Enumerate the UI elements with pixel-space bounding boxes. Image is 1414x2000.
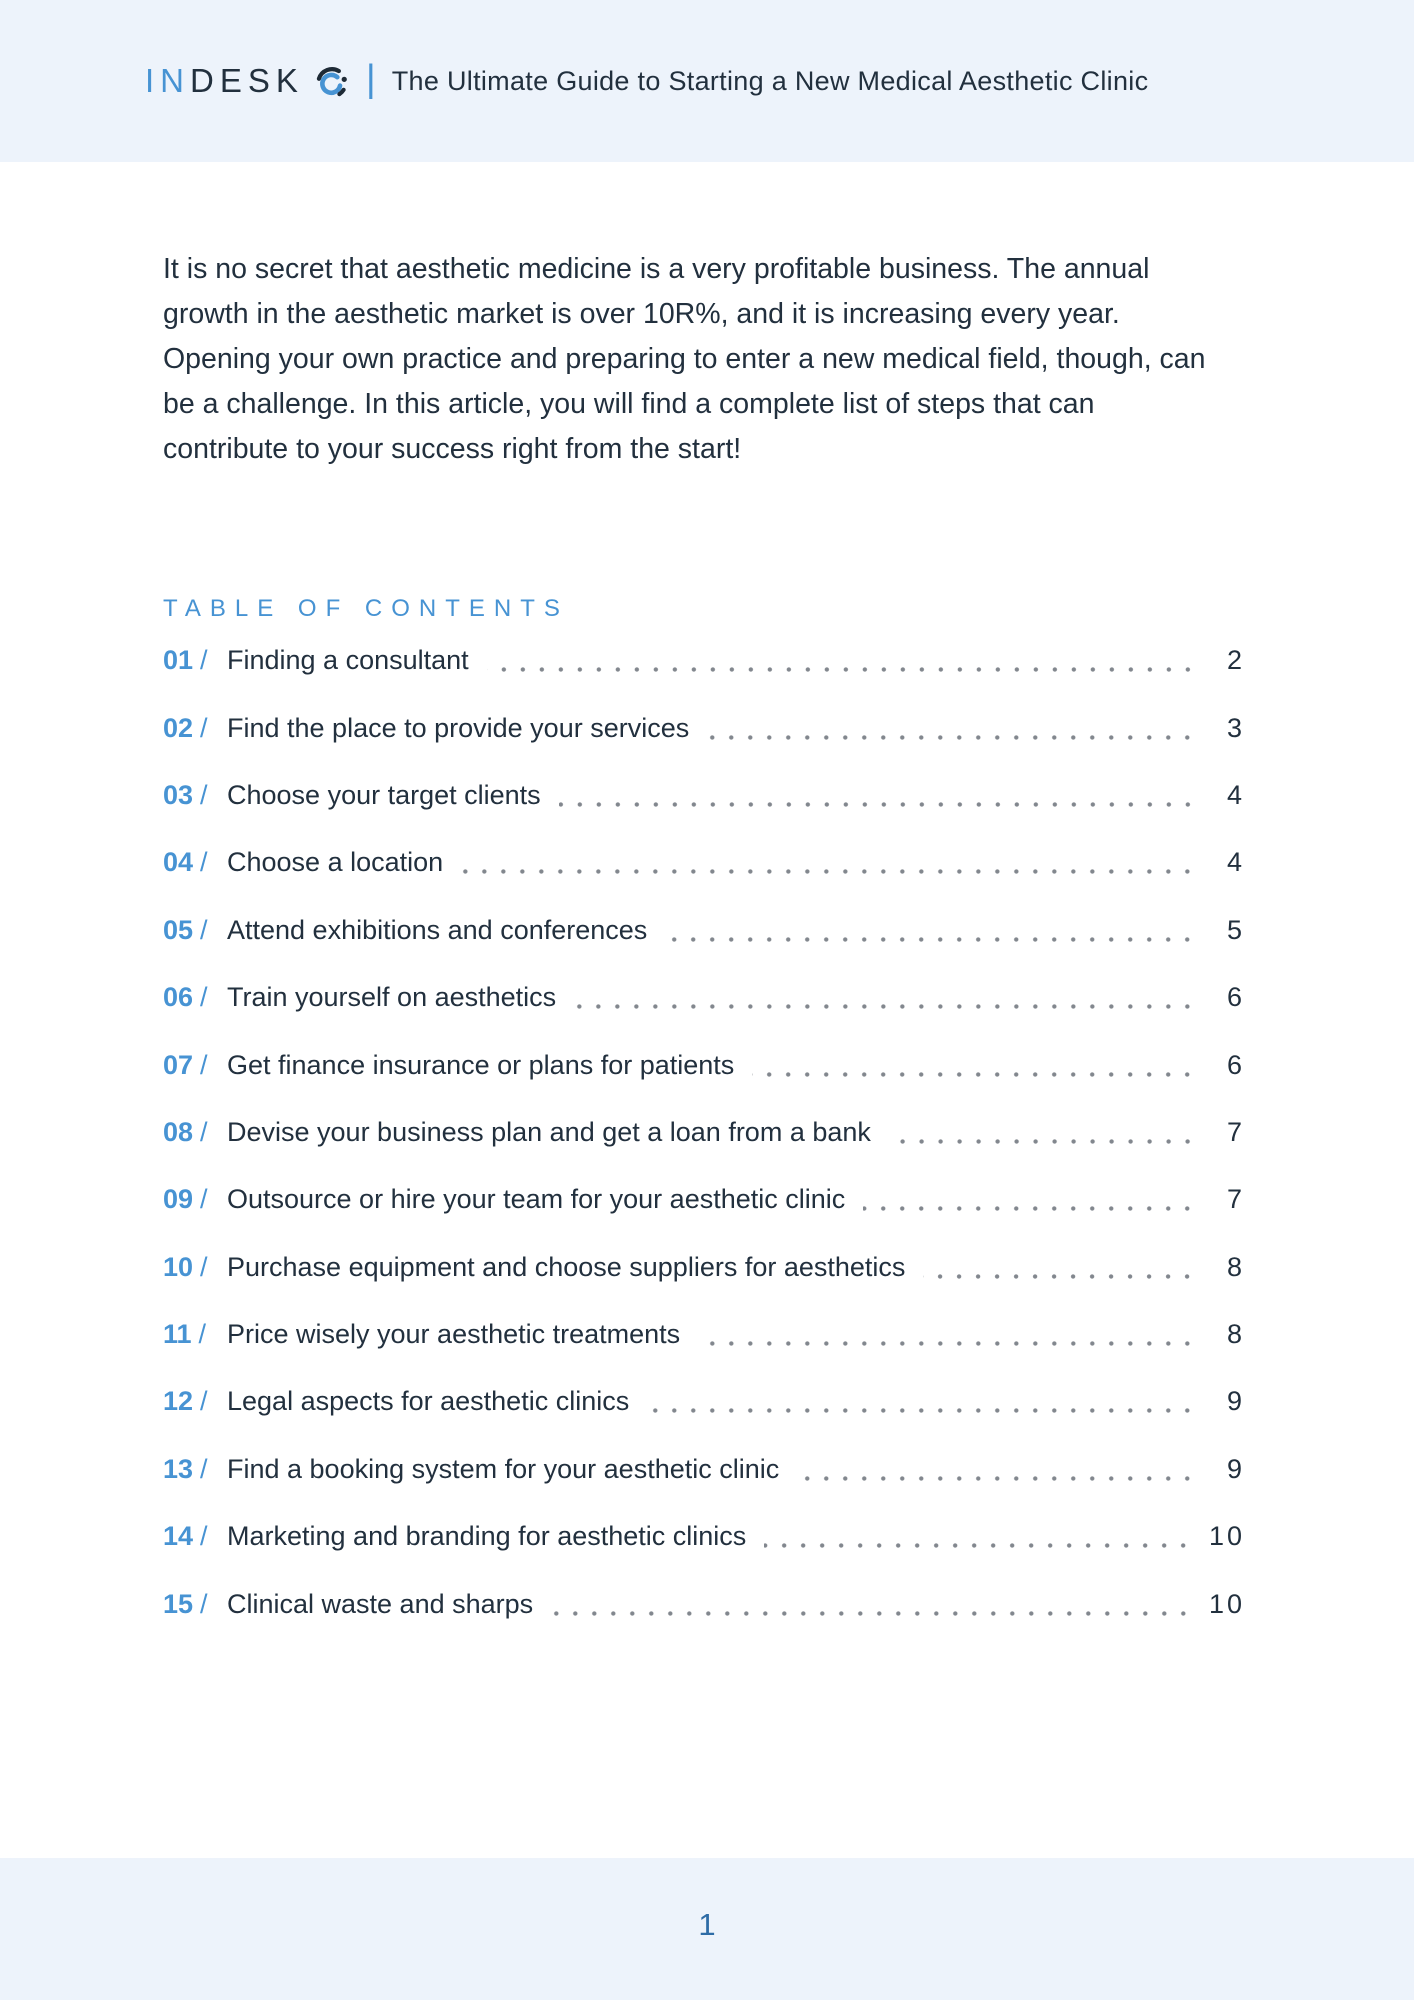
toc-item-label: Purchase equipment and choose suppliers for aesthetics [227,1251,906,1282]
header-divider-bar: | [365,57,376,100]
toc-item-number: 11 / [163,1319,207,1350]
indesk-circle-icon [310,62,352,104]
toc-item-label: Finding a consultant [227,645,469,676]
toc-separator: / [198,1319,207,1350]
toc-item-page: 2 [1226,645,1245,676]
toc-separator: / [200,1588,208,1619]
toc-item-page: 9 [1226,1386,1245,1417]
toc-item-label: Find a booking system for your aesthetic clinic [227,1453,780,1484]
toc-item-03[interactable] [163,762,1245,829]
toc-item-11[interactable] [163,1301,1245,1368]
toc-separator: / [200,847,208,878]
dot-leader [797,1476,1197,1481]
dot-leader [863,1206,1197,1211]
toc-item-page: 7 [1226,1116,1245,1147]
dot-leader [752,1072,1197,1077]
toc-item-page: 10 [1208,1588,1245,1619]
page-number: 1 [698,1907,716,1942]
toc-item-page: 9 [1226,1453,1245,1484]
toc-item-label: Legal aspects for aesthetic clinics [227,1386,630,1417]
toc-item-number: 08 / [163,1116,208,1147]
toc-item-number: 10 / [163,1251,208,1282]
toc-item-label: Find the place to provide your services [227,712,690,743]
toc-item-number: 01 / [163,645,208,676]
toc-separator: / [200,712,208,743]
toc-separator: / [200,914,208,945]
toc-item-page: 6 [1226,982,1245,1013]
toc-item-page: 4 [1226,847,1245,878]
logo-text-in: IN [145,62,190,99]
logo-text-desk: DESK [190,62,304,99]
page-header [0,0,1414,162]
dot-leader [559,802,1197,807]
toc-item-09[interactable] [163,1166,1245,1233]
toc-item-label: Price wisely your aesthetic treatments [227,1319,681,1350]
toc-item-14[interactable] [163,1503,1245,1570]
toc-item-page: 10 [1208,1521,1245,1552]
dot-leader [764,1543,1193,1548]
toc-item-label: Choose a location [227,847,444,878]
toc-item-number: 02 / [163,712,208,743]
toc-item-number: 06 / [163,982,208,1013]
toc-item-page: 6 [1226,1049,1245,1080]
toc-heading: TABLE OF CONTENTS [163,595,569,622]
dot-leader [923,1274,1197,1279]
toc-item-label: Marketing and branding for aesthetic clinics [227,1521,747,1552]
toc-item-label: Attend exhibitions and conferences [227,914,648,945]
toc-item-label: Devise your business plan and get a loan from a bank [227,1116,871,1147]
toc-item-number: 09 / [163,1184,208,1215]
toc-separator: / [200,1184,208,1215]
toc-item-number: 05 / [163,914,208,945]
dot-leader [698,1341,1197,1346]
indesk-logo [145,58,362,104]
toc-item-number: 14 / [163,1521,208,1552]
dot-leader [461,869,1197,874]
toc-item-08[interactable] [163,1099,1245,1166]
toc-item-number: 15 / [163,1588,208,1619]
dot-leader [647,1408,1197,1413]
toc-item-02[interactable] [163,694,1245,761]
page-footer [0,1858,1414,2000]
toc-item-label: Choose your target clients [227,779,541,810]
toc-item-page: 8 [1226,1319,1245,1350]
toc-separator: / [200,1453,208,1484]
toc-item-06[interactable] [163,964,1245,1031]
toc-item-number: 04 / [163,847,208,878]
toc-item-number: 07 / [163,1049,208,1080]
toc-item-page: 5 [1226,914,1245,945]
toc-separator: / [200,645,208,676]
toc-item-07[interactable] [163,1031,1245,1098]
toc-item-label: Get finance insurance or plans for patients [227,1049,735,1080]
toc-separator: / [200,1049,208,1080]
toc-separator: / [200,1251,208,1282]
dot-leader [707,735,1197,740]
toc-item-page: 3 [1226,712,1245,743]
toc-separator: / [200,982,208,1013]
toc-separator: / [200,1521,208,1552]
toc-item-04[interactable] [163,829,1245,896]
toc-item-13[interactable] [163,1436,1245,1503]
toc-item-page: 4 [1226,779,1245,810]
toc-item-label: Train yourself on aesthetics [227,982,557,1013]
toc-item-label: Outsource or hire your team for your aesthetic clinic [227,1184,846,1215]
toc-separator: / [200,1386,208,1417]
toc-item-label: Clinical waste and sharps [227,1588,534,1619]
toc-item-number: 13 / [163,1453,208,1484]
dot-leader [551,1611,1193,1616]
dot-leader [665,937,1197,942]
toc-item-number: 12 / [163,1386,208,1417]
toc-item-05[interactable] [163,897,1245,964]
toc-separator: / [200,1116,208,1147]
table-of-contents [163,627,1245,1638]
toc-item-01[interactable] [163,627,1245,694]
dot-leader [889,1139,1197,1144]
dot-leader [487,667,1197,672]
toc-item-page: 8 [1226,1251,1245,1282]
dot-leader [574,1004,1197,1009]
toc-item-12[interactable] [163,1368,1245,1435]
toc-separator: / [200,779,208,810]
document-title: The Ultimate Guide to Starting a New Medical Aesthetic Clinic [391,65,1149,96]
toc-item-number: 03 / [163,779,208,810]
toc-item-page: 7 [1226,1184,1245,1215]
intro-paragraph: It is no secret that aesthetic medicine is a very profitable business. The annual growth in the aesthetic market is over 10R%, and it is increasing every year. Opening your own practice and preparing to enter a new medical field, though, can be a challenge. In this article, you will find a complete list of steps that can contribute to your success right from the start! [163,253,1206,465]
toc-item-10[interactable] [163,1234,1245,1301]
toc-item-15[interactable] [163,1570,1245,1637]
